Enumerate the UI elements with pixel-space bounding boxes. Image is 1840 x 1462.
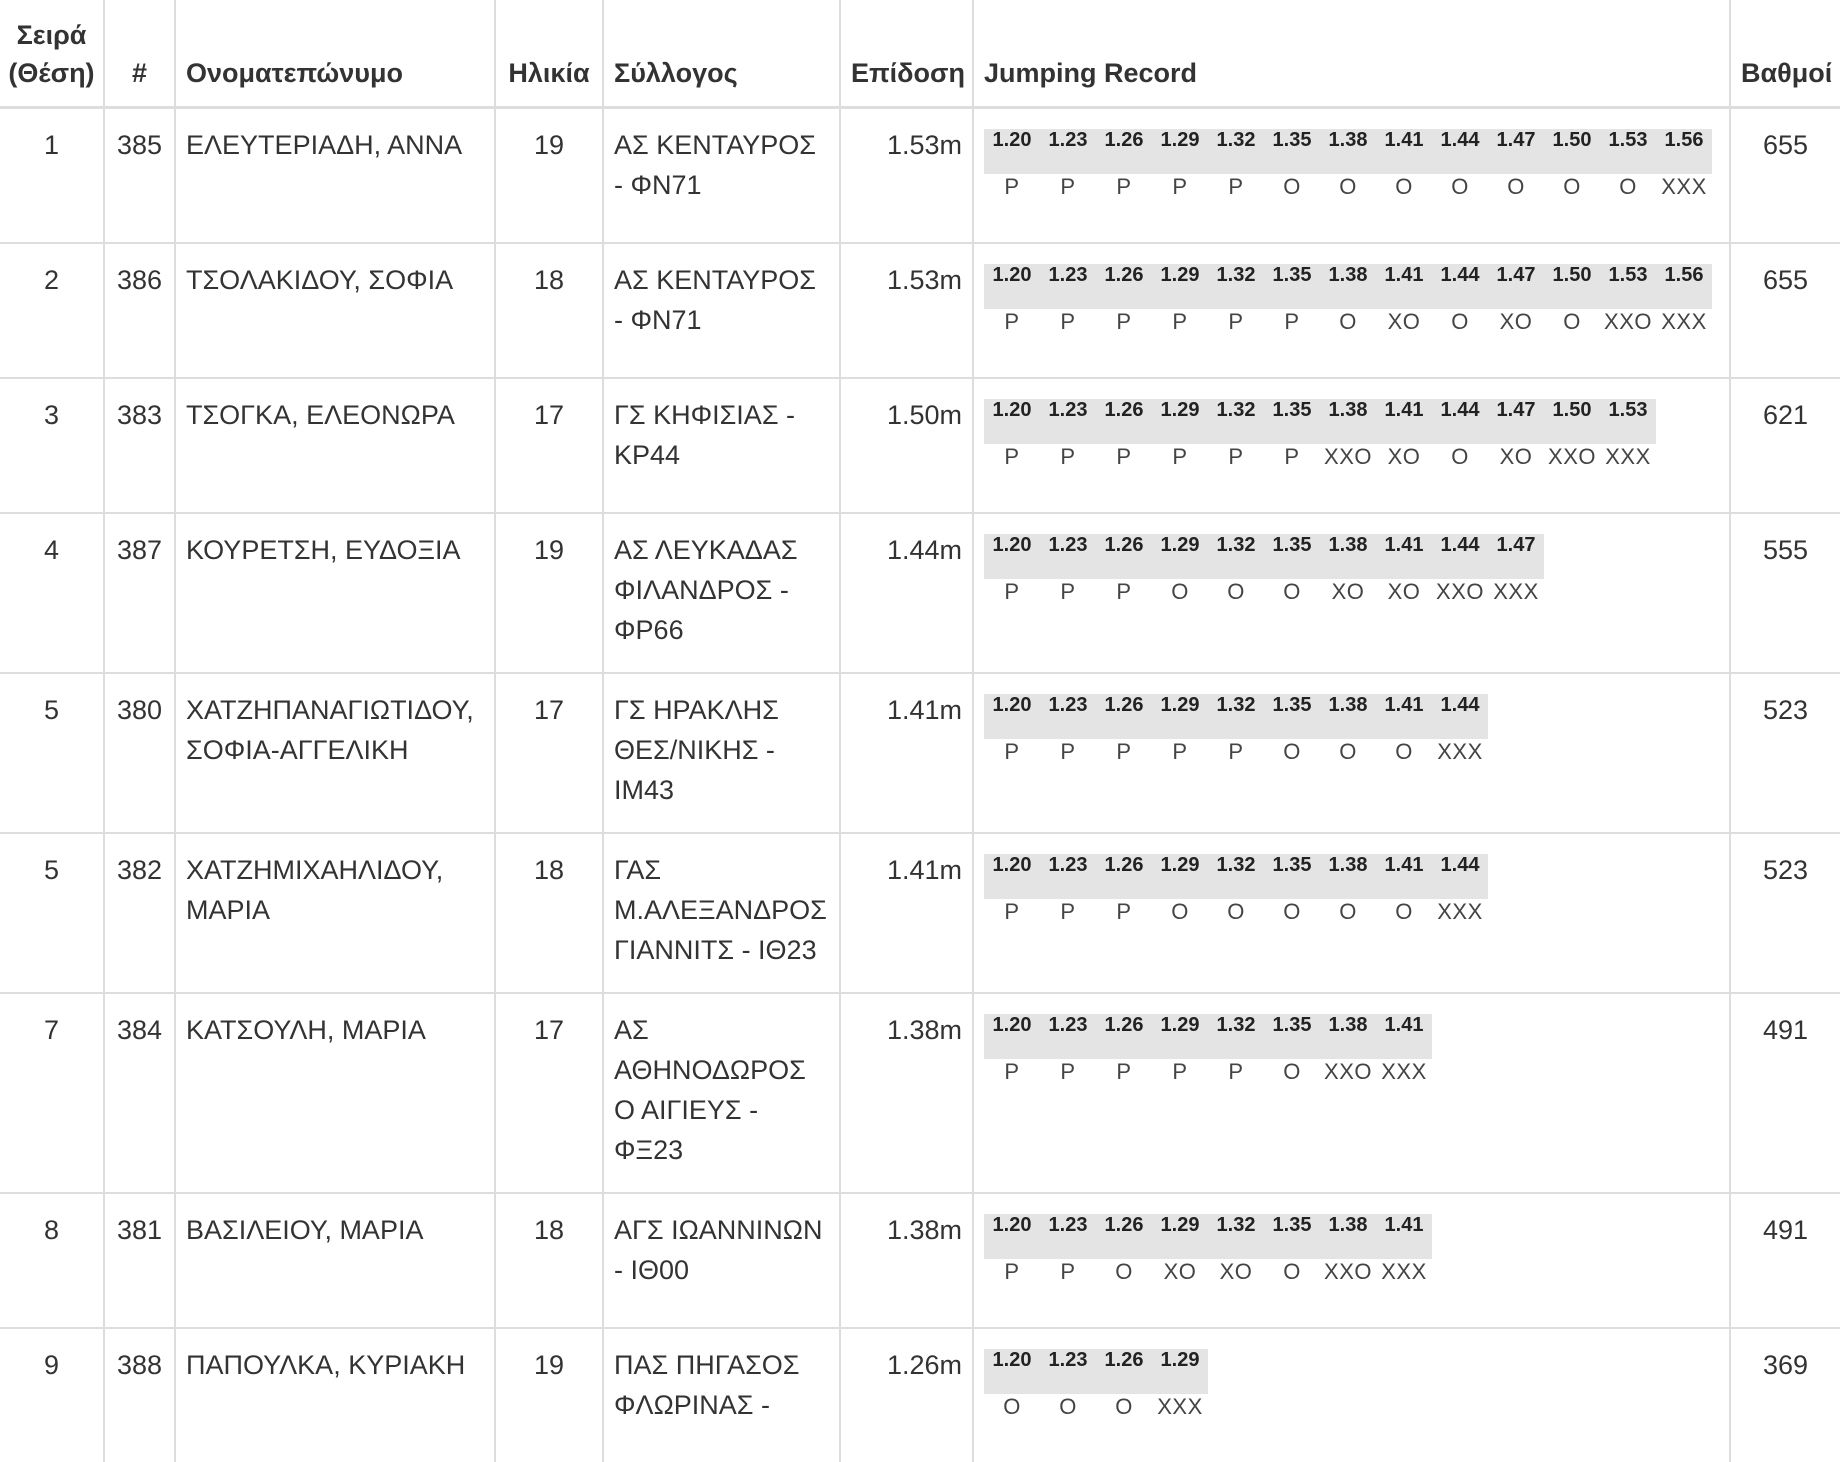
header-performance: Επίδοση	[840, 0, 973, 108]
header-club: Σύλλογος	[603, 0, 840, 108]
bar-height: 1.44	[1432, 694, 1488, 739]
jumping-record-cell	[973, 673, 1730, 833]
bar-height: 1.44	[1432, 129, 1488, 174]
age-cell: 19	[495, 1328, 603, 1462]
table-header	[0, 0, 1840, 108]
attempt-mark: P	[1152, 309, 1208, 355]
bib-cell: 381	[104, 1193, 175, 1328]
bar-height: 1.23	[1040, 534, 1096, 579]
rank-cell: 4	[0, 513, 104, 673]
bib-cell: 388	[104, 1328, 175, 1462]
header-name: Ονοματεπώνυμο	[175, 0, 495, 108]
bar-height: 1.41	[1376, 694, 1432, 739]
attempt-marks-row	[984, 309, 1712, 355]
attempt-mark: O	[1320, 739, 1376, 785]
attempt-mark: P	[1264, 309, 1320, 355]
attempt-mark: XXO	[1600, 309, 1656, 355]
bar-height: 1.29	[1152, 1349, 1208, 1394]
bar-height: 1.38	[1320, 1014, 1376, 1059]
attempt-mark: XXX	[1152, 1394, 1208, 1440]
bar-height: 1.35	[1264, 264, 1320, 309]
bar-height: 1.41	[1376, 1214, 1432, 1259]
club-cell: ΑΓΣ ΙΩΑΝΝΙΝΩΝ - ΙΘ00	[603, 1193, 840, 1328]
bar-height: 1.38	[1320, 264, 1376, 309]
club-cell: ΑΣ ΚΕΝΤΑΥΡΟΣ - ΦΝ71	[603, 108, 840, 244]
bar-height: 1.32	[1208, 1214, 1264, 1259]
jumping-record-grid	[984, 129, 1712, 220]
athlete-name-cell: ΒΑΣΙΛΕΙΟΥ, ΜΑΡΙΑ	[175, 1193, 495, 1328]
bar-height: 1.23	[1040, 694, 1096, 739]
age-cell: 19	[495, 513, 603, 673]
club-cell: ΑΣ ΑΘΗΝΟΔΩΡΟΣ Ο ΑΙΓΙΕΥΣ - ΦΞ23	[603, 993, 840, 1193]
attempt-mark: O	[1544, 174, 1600, 220]
attempt-mark: XXO	[1320, 1059, 1376, 1105]
bar-heights-row	[984, 694, 1488, 739]
header-rank: Σειρά (Θέση)	[0, 0, 104, 108]
athlete-name-cell: ΧΑΤΖΗΜΙΧΑΗΛΙΔΟΥ, ΜΑΡΙΑ	[175, 833, 495, 993]
bar-height: 1.29	[1152, 694, 1208, 739]
attempt-mark: P	[1096, 1059, 1152, 1105]
attempt-mark: XO	[1208, 1259, 1264, 1305]
attempt-mark: P	[984, 1259, 1040, 1305]
bar-height: 1.26	[1096, 534, 1152, 579]
attempt-marks-row	[984, 174, 1712, 220]
table-row	[0, 513, 1840, 673]
club-cell: ΑΣ ΚΕΝΤΑΥΡΟΣ - ΦΝ71	[603, 243, 840, 378]
bar-height: 1.23	[1040, 264, 1096, 309]
attempt-mark: P	[1040, 579, 1096, 625]
attempt-mark: P	[1264, 444, 1320, 490]
bib-cell: 385	[104, 108, 175, 244]
performance-cell: 1.50m	[840, 378, 973, 513]
jumping-record-grid	[984, 534, 1544, 625]
bar-height: 1.41	[1376, 129, 1432, 174]
points-cell: 523	[1730, 833, 1840, 993]
attempt-mark: P	[1208, 444, 1264, 490]
jumping-record-cell	[973, 108, 1730, 244]
attempt-mark: P	[1040, 739, 1096, 785]
attempt-marks-row	[984, 579, 1544, 625]
bar-height: 1.32	[1208, 854, 1264, 899]
jumping-record-cell	[973, 243, 1730, 378]
attempt-mark: P	[1096, 174, 1152, 220]
age-cell: 17	[495, 993, 603, 1193]
bib-cell: 380	[104, 673, 175, 833]
points-cell: 369	[1730, 1328, 1840, 1462]
performance-cell: 1.53m	[840, 108, 973, 244]
attempt-mark: XO	[1376, 579, 1432, 625]
attempt-mark: O	[1264, 739, 1320, 785]
table-row	[0, 833, 1840, 993]
attempt-marks-row	[984, 1059, 1432, 1105]
attempt-mark: O	[1432, 174, 1488, 220]
jumping-record-cell	[973, 1328, 1730, 1462]
bar-height: 1.35	[1264, 534, 1320, 579]
attempt-mark: O	[1600, 174, 1656, 220]
performance-cell: 1.41m	[840, 673, 973, 833]
attempt-mark: O	[1432, 309, 1488, 355]
attempt-mark: O	[1544, 309, 1600, 355]
bar-height: 1.53	[1600, 264, 1656, 309]
attempt-marks-row	[984, 1259, 1432, 1305]
bar-height: 1.26	[1096, 129, 1152, 174]
bar-height: 1.23	[1040, 1214, 1096, 1259]
jumping-record-grid	[984, 694, 1488, 785]
table-row	[0, 243, 1840, 378]
bar-height: 1.50	[1544, 264, 1600, 309]
bar-height: 1.32	[1208, 1014, 1264, 1059]
attempt-mark: O	[1264, 899, 1320, 945]
header-jumping-record: Jumping Record	[973, 0, 1730, 108]
performance-cell: 1.38m	[840, 1193, 973, 1328]
bar-height: 1.47	[1488, 399, 1544, 444]
points-cell: 655	[1730, 108, 1840, 244]
bar-height: 1.20	[984, 129, 1040, 174]
bar-height: 1.47	[1488, 534, 1544, 579]
bar-height: 1.38	[1320, 534, 1376, 579]
athlete-name-cell: ΧΑΤΖΗΠΑΝΑΓΙΩΤΙΔΟΥ, ΣΟΦΙΑ-ΑΓΓΕΛΙΚΗ	[175, 673, 495, 833]
bar-height: 1.20	[984, 399, 1040, 444]
attempt-mark: O	[1040, 1394, 1096, 1440]
rank-cell: 9	[0, 1328, 104, 1462]
bar-height: 1.35	[1264, 694, 1320, 739]
attempt-mark: XO	[1376, 309, 1432, 355]
attempt-mark: O	[1264, 1259, 1320, 1305]
bar-heights-row	[984, 399, 1656, 444]
bar-height: 1.53	[1600, 129, 1656, 174]
bar-height: 1.26	[1096, 1014, 1152, 1059]
attempt-mark: P	[1096, 444, 1152, 490]
bar-height: 1.50	[1544, 399, 1600, 444]
attempt-mark: P	[984, 444, 1040, 490]
attempt-mark: O	[1376, 174, 1432, 220]
jumping-record-grid	[984, 1214, 1432, 1305]
attempt-mark: P	[1040, 899, 1096, 945]
attempt-mark: P	[1096, 579, 1152, 625]
bar-height: 1.32	[1208, 534, 1264, 579]
attempt-mark: O	[1152, 579, 1208, 625]
bar-height: 1.29	[1152, 129, 1208, 174]
bar-height: 1.23	[1040, 854, 1096, 899]
attempt-mark: XO	[1488, 444, 1544, 490]
bar-heights-row	[984, 854, 1488, 899]
jumping-record-grid	[984, 264, 1712, 355]
points-cell: 555	[1730, 513, 1840, 673]
bar-heights-row	[984, 534, 1544, 579]
attempt-mark: P	[1096, 309, 1152, 355]
bar-height: 1.26	[1096, 399, 1152, 444]
attempt-mark: O	[1264, 174, 1320, 220]
bar-height: 1.29	[1152, 399, 1208, 444]
age-cell: 18	[495, 833, 603, 993]
jumping-record-grid	[984, 1014, 1432, 1105]
attempt-mark: XO	[1152, 1259, 1208, 1305]
table-row	[0, 673, 1840, 833]
attempt-mark: P	[1152, 444, 1208, 490]
table-row	[0, 1193, 1840, 1328]
table-body	[0, 108, 1840, 1462]
attempt-mark: P	[1096, 739, 1152, 785]
attempt-mark: P	[1208, 309, 1264, 355]
attempt-mark: P	[1040, 309, 1096, 355]
attempt-mark: XO	[1376, 444, 1432, 490]
athlete-name-cell: ΤΣΟΓΚΑ, ΕΛΕΟΝΩΡΑ	[175, 378, 495, 513]
attempt-mark: XXO	[1320, 1259, 1376, 1305]
attempt-mark: O	[1096, 1394, 1152, 1440]
rank-cell: 2	[0, 243, 104, 378]
attempt-mark: P	[984, 579, 1040, 625]
bar-height: 1.50	[1544, 129, 1600, 174]
bar-height: 1.38	[1320, 694, 1376, 739]
attempt-mark: O	[1152, 899, 1208, 945]
attempt-mark: O	[1488, 174, 1544, 220]
attempt-mark: O	[1376, 739, 1432, 785]
performance-cell: 1.38m	[840, 993, 973, 1193]
bar-heights-row	[984, 1349, 1208, 1394]
bar-height: 1.29	[1152, 1214, 1208, 1259]
bar-height: 1.53	[1600, 399, 1656, 444]
bib-cell: 386	[104, 243, 175, 378]
table-row	[0, 378, 1840, 513]
attempt-mark: O	[1320, 899, 1376, 945]
club-cell: ΓΣ ΚΗΦΙΣΙΑΣ - ΚΡ44	[603, 378, 840, 513]
club-cell: ΓΣ ΗΡΑΚΛΗΣ ΘΕΣ/ΝΙΚΗΣ - ΙΜ43	[603, 673, 840, 833]
bar-height: 1.35	[1264, 1014, 1320, 1059]
jumping-record-cell	[973, 833, 1730, 993]
bar-height: 1.32	[1208, 129, 1264, 174]
bar-height: 1.56	[1656, 129, 1712, 174]
attempt-mark: O	[1208, 579, 1264, 625]
bar-height: 1.38	[1320, 129, 1376, 174]
attempt-mark: XXX	[1376, 1059, 1432, 1105]
attempt-mark: XXX	[1488, 579, 1544, 625]
attempt-mark: P	[1152, 174, 1208, 220]
bar-height: 1.35	[1264, 129, 1320, 174]
attempt-mark: O	[1096, 1259, 1152, 1305]
attempt-mark: O	[1264, 1059, 1320, 1105]
rank-cell: 5	[0, 833, 104, 993]
jumping-record-grid	[984, 399, 1656, 490]
header-age: Ηλικία	[495, 0, 603, 108]
bar-height: 1.41	[1376, 854, 1432, 899]
attempt-marks-row	[984, 444, 1656, 490]
performance-cell: 1.41m	[840, 833, 973, 993]
bar-height: 1.26	[1096, 1349, 1152, 1394]
header-bib: #	[104, 0, 175, 108]
attempt-mark: P	[984, 899, 1040, 945]
bar-height: 1.44	[1432, 854, 1488, 899]
age-cell: 17	[495, 378, 603, 513]
jumping-record-grid	[984, 854, 1488, 945]
age-cell: 19	[495, 108, 603, 244]
bar-height: 1.20	[984, 1349, 1040, 1394]
attempt-mark: XXX	[1432, 899, 1488, 945]
bib-cell: 387	[104, 513, 175, 673]
points-cell: 491	[1730, 993, 1840, 1193]
age-cell: 18	[495, 1193, 603, 1328]
jumping-record-cell	[973, 1193, 1730, 1328]
bar-height: 1.38	[1320, 1214, 1376, 1259]
attempt-marks-row	[984, 739, 1488, 785]
bar-height: 1.38	[1320, 854, 1376, 899]
attempt-mark: P	[984, 309, 1040, 355]
points-cell: 655	[1730, 243, 1840, 378]
attempt-mark: O	[1208, 899, 1264, 945]
attempt-mark: P	[984, 174, 1040, 220]
athlete-name-cell: ΚΑΤΣΟΥΛΗ, ΜΑΡΙΑ	[175, 993, 495, 1193]
rank-cell: 5	[0, 673, 104, 833]
age-cell: 17	[495, 673, 603, 833]
bar-height: 1.20	[984, 534, 1040, 579]
bar-height: 1.29	[1152, 264, 1208, 309]
bar-height: 1.32	[1208, 399, 1264, 444]
bar-heights-row	[984, 1214, 1432, 1259]
attempt-mark: P	[1040, 174, 1096, 220]
bar-height: 1.47	[1488, 129, 1544, 174]
attempt-mark: XXX	[1376, 1259, 1432, 1305]
rank-cell: 8	[0, 1193, 104, 1328]
athlete-name-cell: ΠΑΠΟΥΛΚΑ, ΚΥΡΙΑΚΗ	[175, 1328, 495, 1462]
attempt-mark: P	[1040, 444, 1096, 490]
attempt-marks-row	[984, 1394, 1208, 1440]
athlete-name-cell: ΤΣΟΛΑΚΙΔΟΥ, ΣΟΦΙΑ	[175, 243, 495, 378]
bar-height: 1.29	[1152, 854, 1208, 899]
bar-height: 1.32	[1208, 264, 1264, 309]
athlete-name-cell: ΚΟΥΡΕΤΣΗ, ΕΥΔΟΞΙΑ	[175, 513, 495, 673]
bar-height: 1.47	[1488, 264, 1544, 309]
bar-height: 1.44	[1432, 399, 1488, 444]
bar-height: 1.20	[984, 1214, 1040, 1259]
athlete-name-cell: ΕΛΕΥΤΕΡΙΑΔΗ, ΑΝΝΑ	[175, 108, 495, 244]
rank-cell: 1	[0, 108, 104, 244]
attempt-mark: XXX	[1656, 174, 1712, 220]
attempt-marks-row	[984, 899, 1488, 945]
attempt-mark: P	[984, 1059, 1040, 1105]
bar-height: 1.41	[1376, 1014, 1432, 1059]
bar-height: 1.32	[1208, 694, 1264, 739]
bar-height: 1.20	[984, 694, 1040, 739]
attempt-mark: P	[1152, 1059, 1208, 1105]
header-points: Βαθμοί	[1730, 0, 1840, 108]
attempt-mark: XXX	[1432, 739, 1488, 785]
bar-height: 1.41	[1376, 399, 1432, 444]
bar-heights-row	[984, 1014, 1432, 1059]
points-cell: 621	[1730, 378, 1840, 513]
bar-height: 1.23	[1040, 1014, 1096, 1059]
jumping-record-cell	[973, 993, 1730, 1193]
attempt-mark: P	[1040, 1259, 1096, 1305]
bar-height: 1.20	[984, 1014, 1040, 1059]
club-cell: ΠΑΣ ΠΗΓΑΣΟΣ ΦΛΩΡΙΝΑΣ -	[603, 1328, 840, 1462]
header-row	[0, 0, 1840, 108]
attempt-mark: XXO	[1320, 444, 1376, 490]
attempt-mark: O	[1264, 579, 1320, 625]
points-cell: 491	[1730, 1193, 1840, 1328]
jumping-record-cell	[973, 513, 1730, 673]
bar-height: 1.35	[1264, 854, 1320, 899]
bar-height: 1.26	[1096, 264, 1152, 309]
attempt-mark: O	[984, 1394, 1040, 1440]
attempt-mark: XXX	[1656, 309, 1712, 355]
points-cell: 523	[1730, 673, 1840, 833]
attempt-mark: P	[1152, 739, 1208, 785]
table-row	[0, 108, 1840, 244]
bar-height: 1.29	[1152, 534, 1208, 579]
performance-cell: 1.26m	[840, 1328, 973, 1462]
attempt-mark: P	[1208, 1059, 1264, 1105]
performance-cell: 1.53m	[840, 243, 973, 378]
bib-cell: 383	[104, 378, 175, 513]
attempt-mark: O	[1376, 899, 1432, 945]
bar-height: 1.41	[1376, 264, 1432, 309]
table-row	[0, 1328, 1840, 1462]
attempt-mark: P	[1208, 739, 1264, 785]
attempt-mark: XO	[1320, 579, 1376, 625]
jumping-record-cell	[973, 378, 1730, 513]
bar-height: 1.41	[1376, 534, 1432, 579]
bar-height: 1.44	[1432, 534, 1488, 579]
bar-height: 1.35	[1264, 399, 1320, 444]
club-cell: ΑΣ ΛΕΥΚΑΔΑΣ ΦΙΛΑΝΔΡΟΣ - ΦΡ66	[603, 513, 840, 673]
attempt-mark: P	[984, 739, 1040, 785]
attempt-mark: XXX	[1600, 444, 1656, 490]
bib-cell: 384	[104, 993, 175, 1193]
bar-height: 1.20	[984, 264, 1040, 309]
bar-height: 1.26	[1096, 1214, 1152, 1259]
attempt-mark: P	[1096, 899, 1152, 945]
attempt-mark: XO	[1488, 309, 1544, 355]
attempt-mark: O	[1320, 309, 1376, 355]
attempt-mark: XXO	[1432, 579, 1488, 625]
bar-heights-row	[984, 129, 1712, 174]
bar-height: 1.35	[1264, 1214, 1320, 1259]
bar-height: 1.44	[1432, 264, 1488, 309]
bar-heights-row	[984, 264, 1712, 309]
jumping-record-grid	[984, 1349, 1208, 1440]
bar-height: 1.23	[1040, 1349, 1096, 1394]
attempt-mark: P	[1040, 1059, 1096, 1105]
bar-height: 1.26	[1096, 694, 1152, 739]
attempt-mark: P	[1208, 174, 1264, 220]
rank-cell: 7	[0, 993, 104, 1193]
attempt-mark: XXO	[1544, 444, 1600, 490]
age-cell: 18	[495, 243, 603, 378]
rank-cell: 3	[0, 378, 104, 513]
bar-height: 1.26	[1096, 854, 1152, 899]
bar-height: 1.23	[1040, 399, 1096, 444]
table-row	[0, 993, 1840, 1193]
bar-height: 1.56	[1656, 264, 1712, 309]
bar-height: 1.29	[1152, 1014, 1208, 1059]
attempt-mark: O	[1320, 174, 1376, 220]
bar-height: 1.20	[984, 854, 1040, 899]
attempt-mark: O	[1432, 444, 1488, 490]
club-cell: ΓΑΣ Μ.ΑΛΕΞΑΝΔΡΟΣ ΓΙΑΝΝΙΤΣ - ΙΘ23	[603, 833, 840, 993]
bar-height: 1.23	[1040, 129, 1096, 174]
performance-cell: 1.44m	[840, 513, 973, 673]
bar-height: 1.38	[1320, 399, 1376, 444]
bib-cell: 382	[104, 833, 175, 993]
